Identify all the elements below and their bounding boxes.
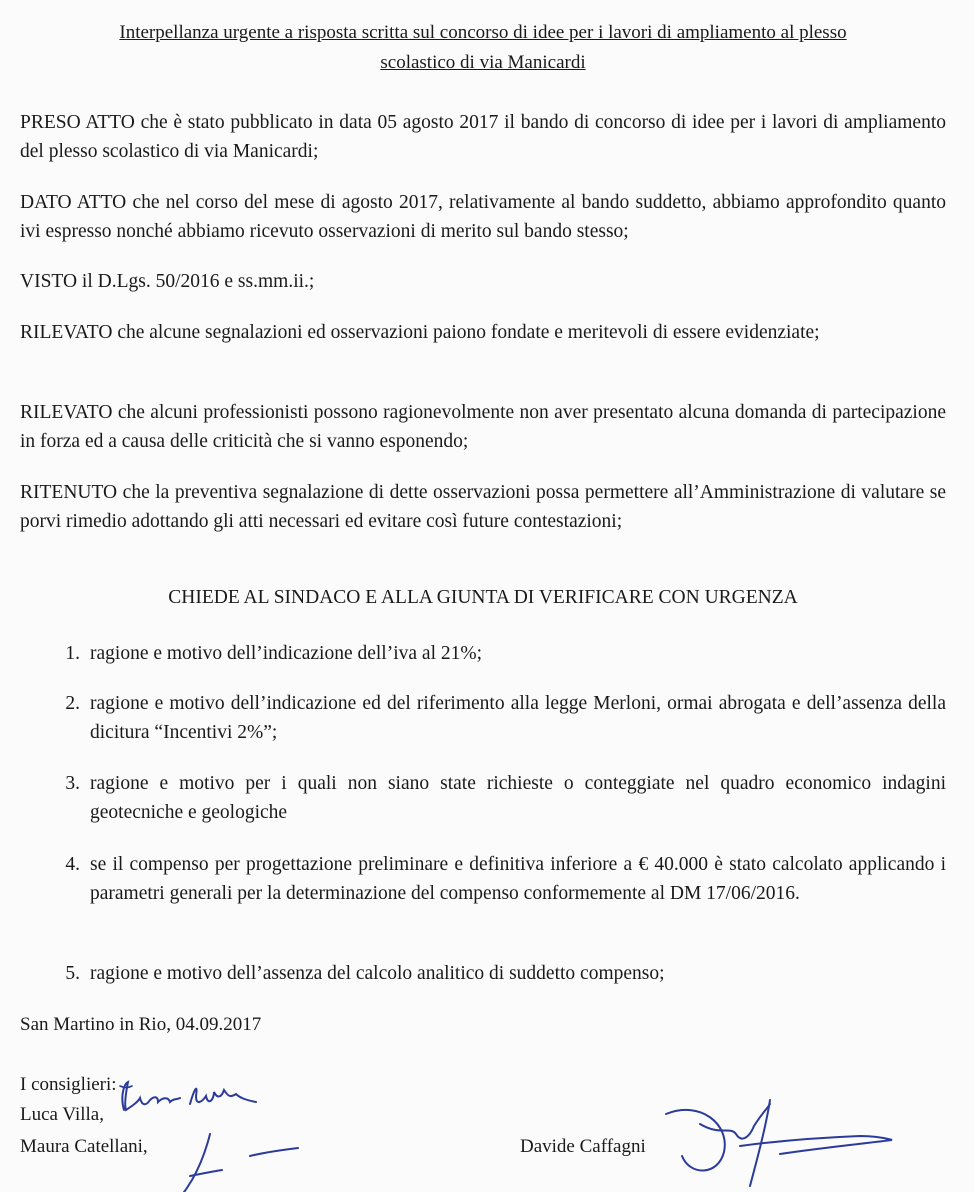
- item-text: ragione e motivo dell’assenza del calcolo analitico di suddetto compenso;: [90, 963, 665, 984]
- signatory-davide-caffagni: Davide Caffagni: [520, 1136, 646, 1157]
- signatories-label: I consiglieri:: [20, 1074, 117, 1095]
- place-date: San Martino in Rio, 04.09.2017: [20, 1014, 262, 1035]
- paragraph-preso-atto: PRESO ATTO che è stato pubblicato in data 05 agosto 2017 il bando di concorso di idee per i lavori di ampliamento del plesso scolastico di via Manicardi;: [20, 112, 946, 162]
- signatory-maura-catellani: Maura Catellani,: [20, 1136, 148, 1157]
- signatory-luca-villa: Luca Villa,: [20, 1104, 104, 1125]
- paragraph-dato-atto: DATO ATTO che nel corso del mese di agosto 2017, relativamente al bando suddetto, abbiamo approfondito quanto ivi espresso nonché abbiamo ricevuto osservazioni di merito sul bando stesso;: [20, 192, 946, 242]
- title-line-2: scolastico di via Manicardi: [380, 52, 586, 73]
- item-number: 1.: [65, 643, 80, 664]
- paragraph-ritenuto: RITENUTO che la preventiva segnalazione di dette osservazioni possa permettere all’Amministrazione di valutare se porvi rimedio adottando gli atti necessari ed evitare così future contestazioni;: [20, 482, 946, 532]
- item-text: ragione e motivo dell’indicazione ed del riferimento alla legge Merloni, ormai abrogata e dell’assenza della dicitura “Incentivi 2%”;: [90, 693, 946, 743]
- request-heading: CHIEDE AL SINDACO E ALLA GIUNTA DI VERIFICARE CON URGENZA: [168, 587, 798, 608]
- paragraph-rilevato-1: RILEVATO che alcune segnalazioni ed osservazioni paiono fondate e meritevoli di essere evidenziate;: [20, 322, 820, 343]
- item-text: ragione e motivo dell’indicazione dell’iva al 21%;: [90, 643, 483, 664]
- title-line-1: Interpellanza urgente a risposta scritta sul concorso di idee per i lavori di ampliamento al plesso: [119, 22, 847, 43]
- signature-maura-catellani: [170, 1130, 310, 1192]
- item-number: 4.: [65, 854, 80, 875]
- paragraph-rilevato-2: RILEVATO che alcuni professionisti possono ragionevolmente non aver presentato alcuna domanda di partecipazione in forza ed a causa delle criticità che si vanno esponendo;: [20, 402, 946, 452]
- paragraph-visto: VISTO il D.Lgs. 50/2016 e ss.mm.ii.;: [20, 271, 315, 292]
- item-text: ragione e motivo per i quali non siano state richieste o conteggiate nel quadro economico indagini geotecniche e geologiche: [90, 773, 946, 823]
- item-number: 3.: [65, 773, 80, 794]
- document-title: [20, 18, 946, 78]
- item-number: 2.: [65, 693, 80, 714]
- signature-davide-caffagni: [660, 1096, 900, 1192]
- signature-luca-villa: [110, 1076, 270, 1116]
- item-text: se il compenso per progettazione preliminare e definitiva inferiore a € 40.000 è stato calcolato applicando i parametri generali per la determinazione del compenso conformemente al DM 17/06/2016.: [90, 854, 946, 904]
- item-number: 5.: [65, 963, 80, 984]
